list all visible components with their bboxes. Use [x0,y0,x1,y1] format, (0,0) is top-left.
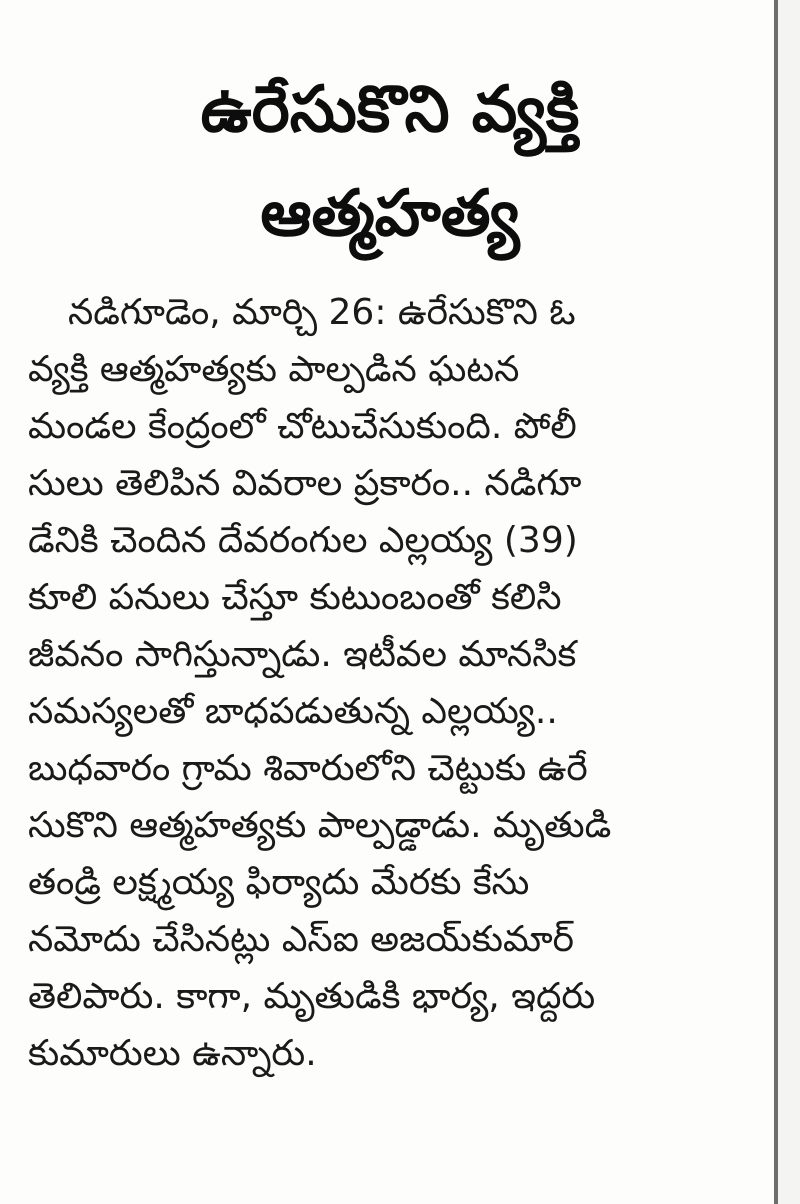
body-line: మండల కేంద్రంలో చోటుచేసుకుంది. పోలీ [28,406,577,447]
body-line: కూలి పనులు చేస్తూ కుటుంబంతో కలిసి [28,577,562,618]
right-margin [778,0,800,1204]
body-line: నడిగూడెం, మార్చి 26: ఉరేసుకొని ఓ [68,292,576,333]
body-line: కుమారులు ఉన్నారు. [28,1033,317,1074]
body-line: సమస్యలతో బాధపడుతున్న ఎల్లయ్య.. [28,691,558,732]
body-line: డేనికి చెందిన దేవరంగుల ఎల్లయ్య (39) [28,520,578,561]
column-divider [774,0,778,1204]
body-line: జీవనం సాగిస్తున్నాడు. ఇటీవల మానసిక [28,634,577,675]
body-line: బుధవారం గ్రామ శివారులోని చెట్టుకు ఉరే [28,748,588,789]
body-line: వ్యక్తి ఆత్మహత్యకు పాల్పడిన ఘటన [28,349,520,390]
article-headline [20,58,760,266]
body-line: తెలిపారు. కాగా, మృతుడికి భార్య, ఇద్దరు [28,976,596,1017]
body-line: సుకొని ఆత్మహత్యకు పాల్పడ్డాడు. మృతుడి [28,805,612,846]
article-body [28,284,728,1082]
body-line: సులు తెలిపిన వివరాల ప్రకారం.. నడిగూ [28,463,582,504]
body-line: తండ్రి లక్ష్మయ్య ఫిర్యాదు మేరకు కేసు [28,862,530,903]
body-line: నమోదు చేసినట్లు ఎస్ఐ అజయ్‌కుమార్ [28,919,574,960]
headline-line-1: ఉరేసుకొని వ్యక్తి [200,73,580,147]
headline-line-2: ఆత్మహత్య [260,177,520,251]
